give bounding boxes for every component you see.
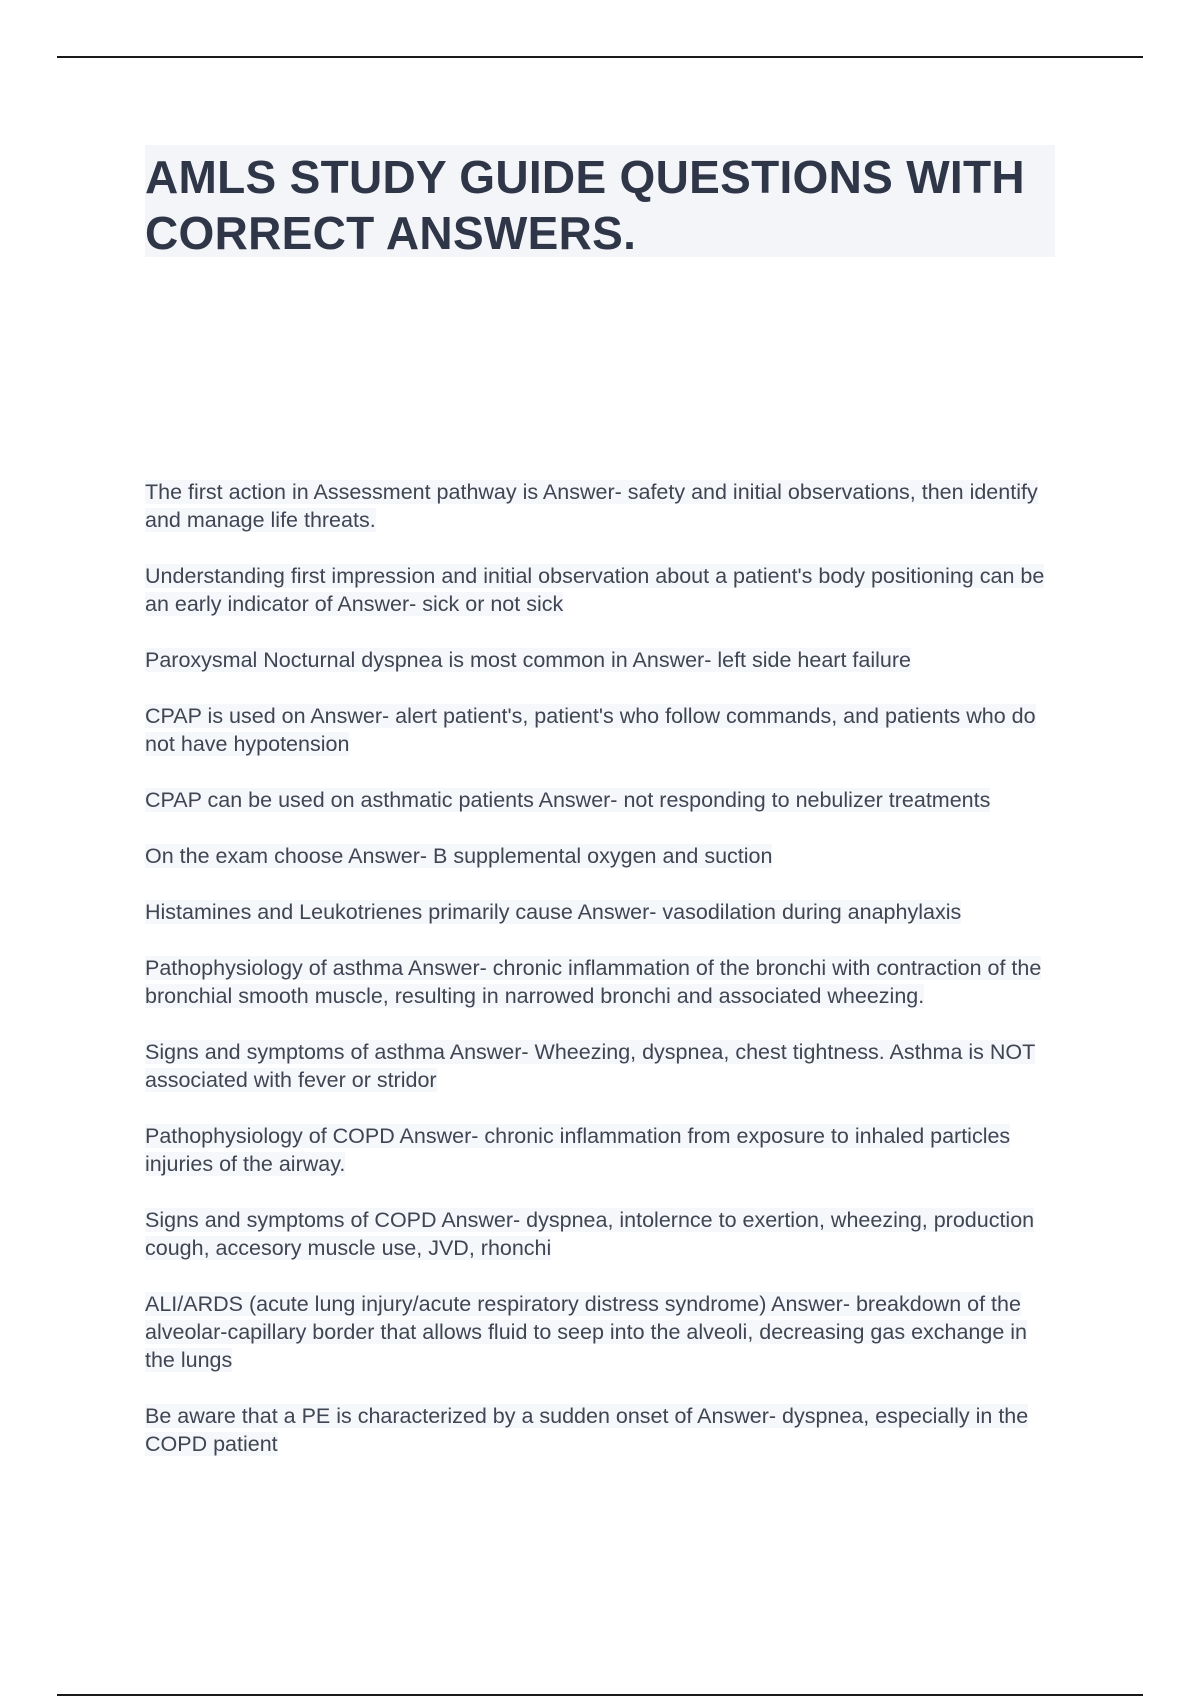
qa-item — [145, 702, 1045, 758]
bottom-rule — [57, 1694, 1143, 1696]
qa-item — [145, 1038, 1045, 1094]
qa-item — [145, 842, 1045, 870]
qa-text: On the exam choose Answer- B supplemental oxygen and suction — [145, 844, 773, 868]
document-title: AMLS STUDY GUIDE QUESTIONS WITH CORRECT ANSWERS. — [145, 151, 1025, 259]
qa-text: Pathophysiology of asthma Answer- chronic inflammation of the bronchi with contraction of the bronchial smooth muscle, resulting in narrowed bronchi and associated wheezing. — [145, 956, 1042, 1008]
qa-text: Signs and symptoms of COPD Answer- dyspnea, intolernce to exertion, wheezing, production cough, accesory muscle use, JVD, rhonchi — [145, 1208, 1035, 1260]
qa-text: Histamines and Leukotrienes primarily cause Answer- vasodilation during anaphylaxis — [145, 900, 962, 924]
qa-item — [145, 478, 1045, 534]
qa-item — [145, 1402, 1045, 1458]
qa-item — [145, 786, 1045, 814]
qa-text: Understanding first impression and initial observation about a patient's body positioning can be an early indicator of Answer- sick or not sick — [145, 564, 1045, 616]
qa-text: CPAP is used on Answer- alert patient's, patient's who follow commands, and patients who do not have hypotension — [145, 704, 1036, 756]
qa-text: Pathophysiology of COPD Answer- chronic inflammation from exposure to inhaled particles injuries of the airway. — [145, 1124, 1011, 1176]
qa-list — [145, 478, 1045, 1486]
qa-text: Be aware that a PE is characterized by a sudden onset of Answer- dyspnea, especially in the COPD patient — [145, 1404, 1029, 1456]
qa-text: The first action in Assessment pathway is Answer- safety and initial observations, then identify and manage life threats. — [145, 480, 1038, 532]
qa-item — [145, 1206, 1045, 1262]
qa-text: Paroxysmal Nocturnal dyspnea is most common in Answer- left side heart failure — [145, 648, 911, 672]
qa-item — [145, 1290, 1045, 1374]
qa-item — [145, 898, 1045, 926]
qa-item — [145, 646, 1045, 674]
title-block — [145, 145, 1055, 257]
qa-item — [145, 562, 1045, 618]
qa-text: ALI/ARDS (acute lung injury/acute respiratory distress syndrome) Answer- breakdown of the alveolar-capillary border that allows fluid to seep into the alveoli, decreasing gas exchange in the lungs — [145, 1292, 1028, 1372]
qa-item — [145, 954, 1045, 1010]
top-rule — [57, 56, 1143, 58]
qa-text: Signs and symptoms of asthma Answer- Wheezing, dyspnea, chest tightness. Asthma is NOT associated with fever or stridor — [145, 1040, 1036, 1092]
qa-item — [145, 1122, 1045, 1178]
qa-text: CPAP can be used on asthmatic patients Answer- not responding to nebulizer treatments — [145, 788, 991, 812]
